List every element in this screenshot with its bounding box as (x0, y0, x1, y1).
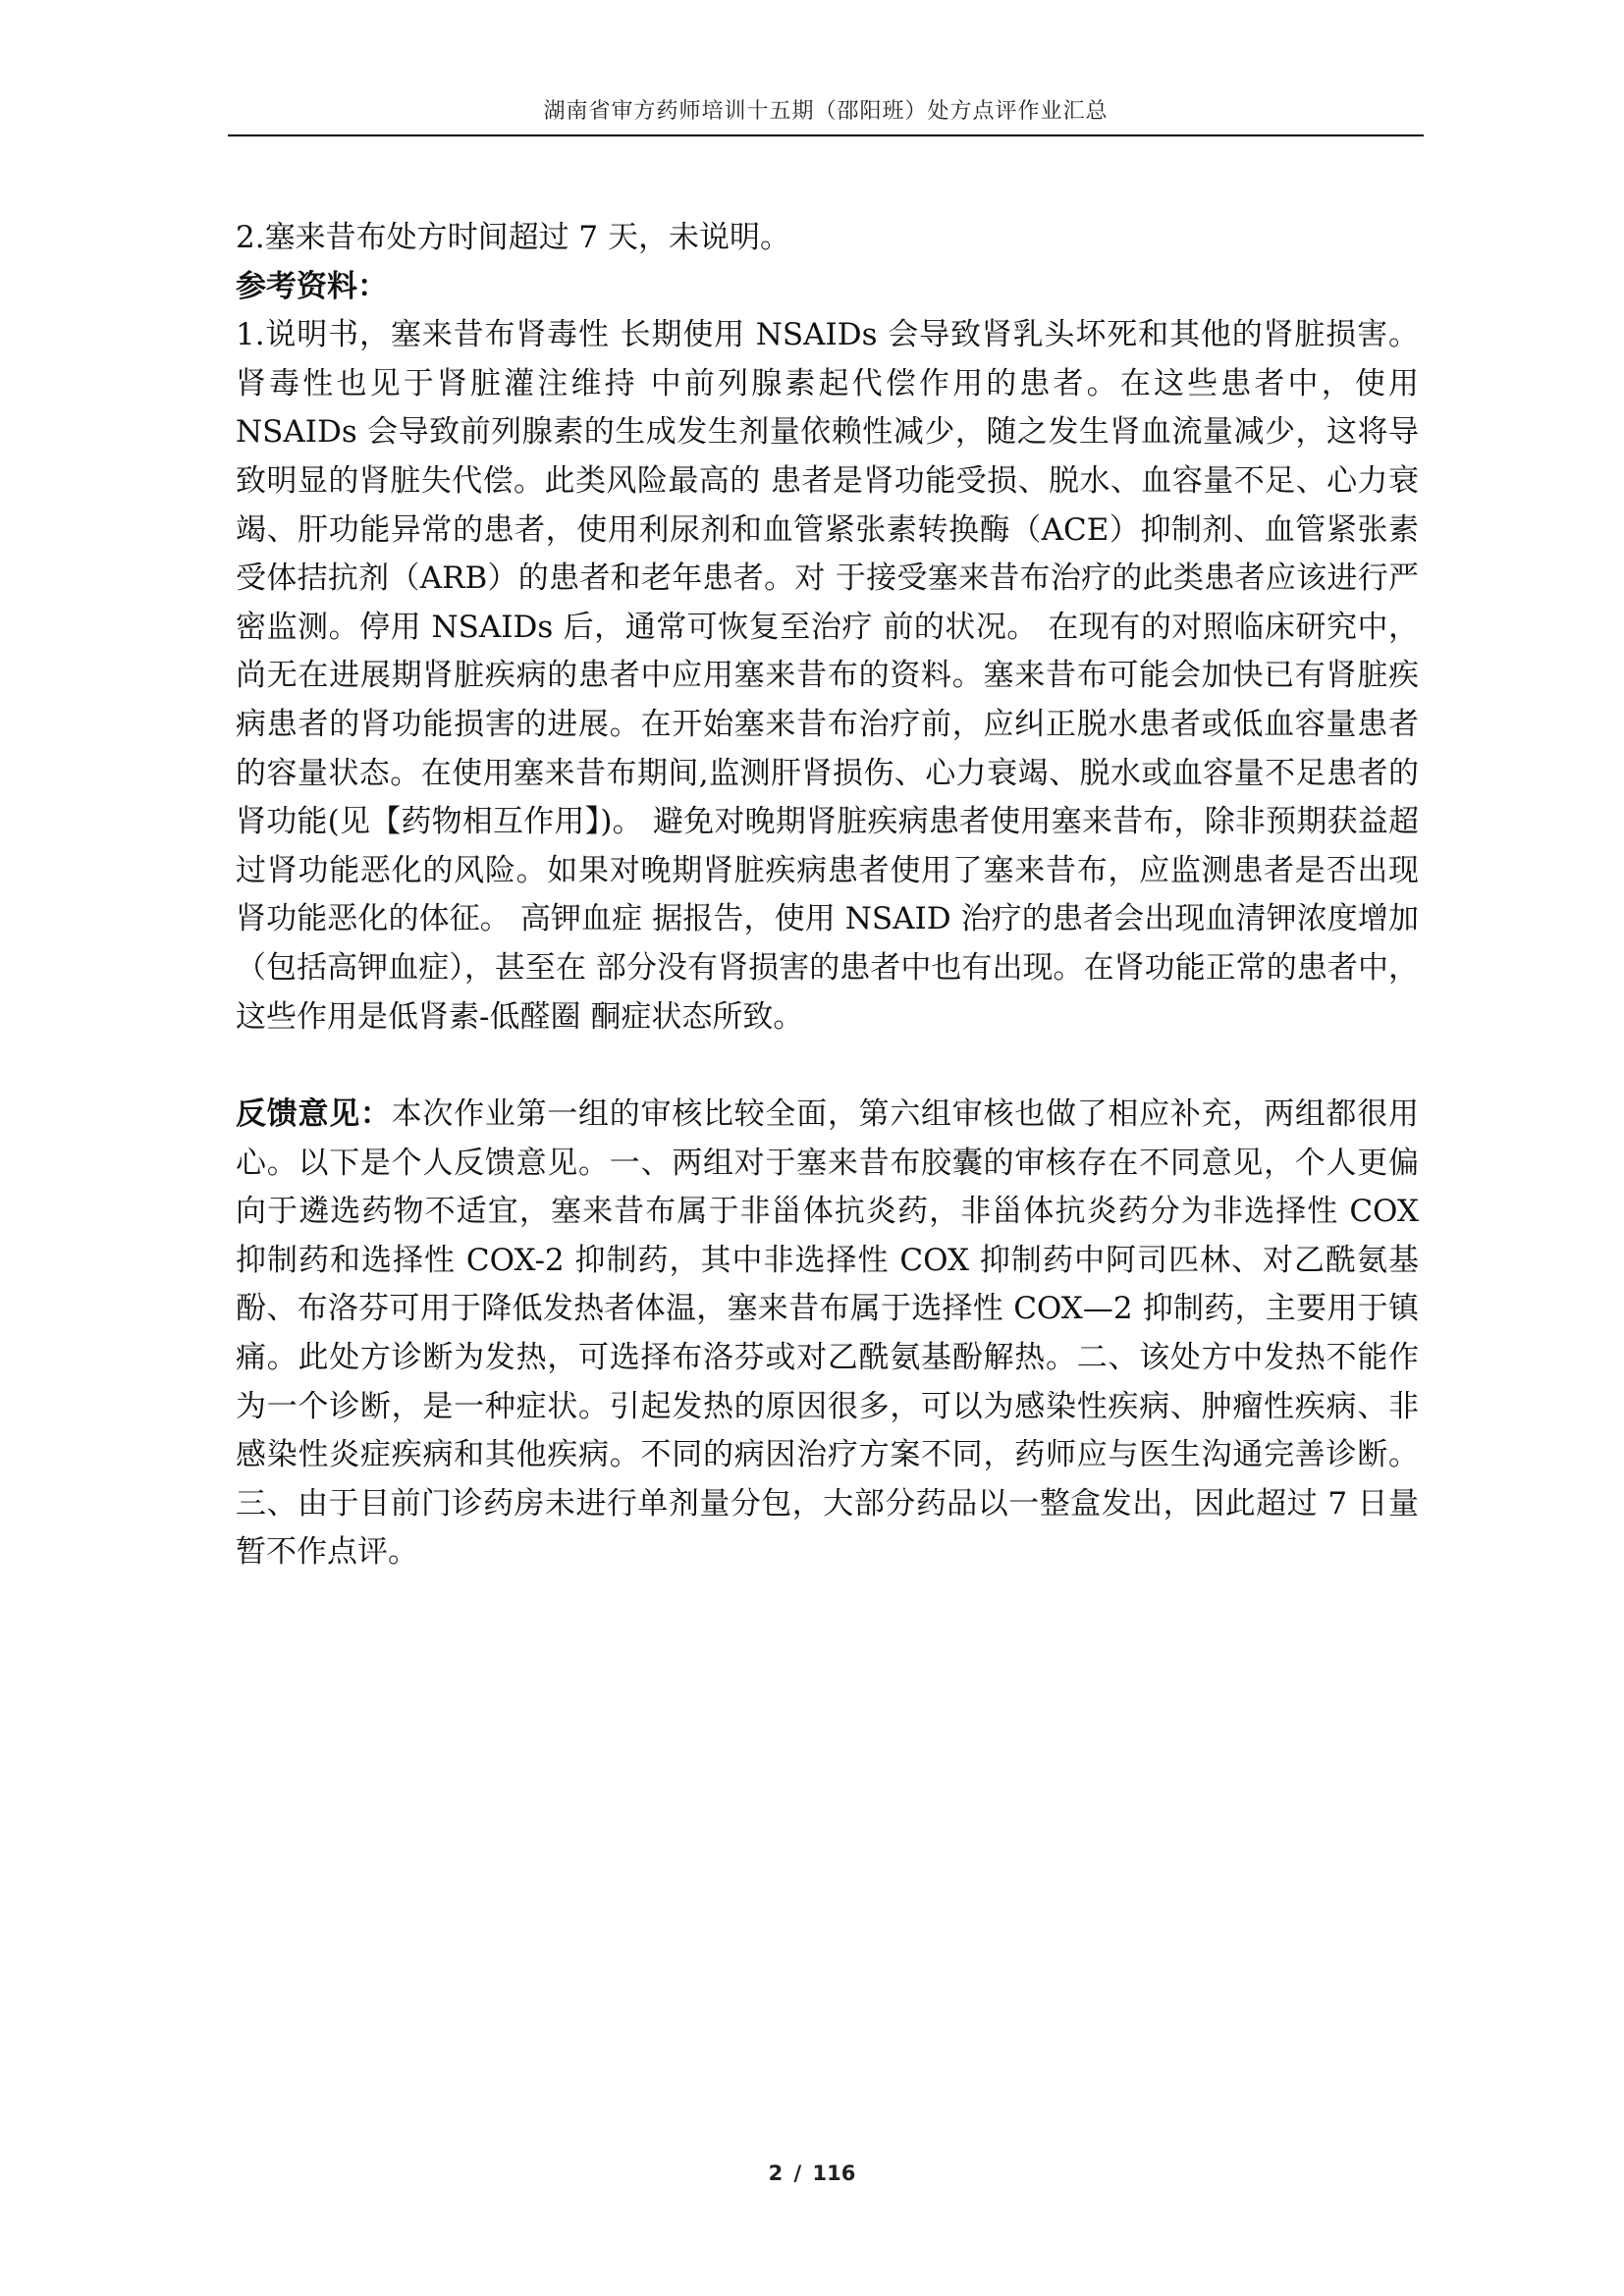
feedback-heading: 反馈意见： (236, 1096, 392, 1133)
references-heading: 参考资料： (236, 268, 388, 304)
header-divider (228, 134, 1424, 136)
page-separator: / (793, 2162, 802, 2185)
page-number (0, 2162, 1624, 2185)
review-point-2: 2.塞来昔布处方时间超过 7 天，未说明。 (236, 220, 791, 255)
page-total: 116 (812, 2162, 856, 2185)
paragraph-gap (236, 1041, 1419, 1091)
page-current: 2 (768, 2162, 784, 2185)
running-header: 湖南省审方药师培训十五期（邵阳班）处方点评作业汇总 (543, 99, 1109, 124)
feedback-paragraph (236, 1091, 1419, 1577)
document-body (236, 214, 1419, 1577)
references-text: 1.说明书，塞来昔布肾毒性 长期使用 NSAIDs 会导致肾乳头坏死和其他的肾脏损害。肾毒性也见于肾脏灌注维持 中前列腺素起代偿作用的患者。在这些患者中，使用 NSAIDs 会导致前列腺素的生成发生剂量依赖性减少，随之发生肾血流量减少，这将导致明显的肾脏失代偿。此类风险最高的 患者是肾功能受损、脱水、血容量不足、心力衰竭、肝功能异常的患者，使用利尿剂和血管紧张素转换酶（ACE）抑制剂、血管紧张素受体拮抗剂（ARB）的患者和老年患者。对 于接受塞来昔布治疗的此类患者应该进行严密监测。停用 NSAIDs 后，通常可恢复至治疗 前的状况。 在现有的对照临床研究中，尚无在进展期肾脏疾病的患者中应用塞来昔布的资料。塞来昔布可能会加快已有肾脏疾病患者的肾功能损害的进展。在开始塞来昔布治疗前，应纠正脱水患者或低血容量患者的容量状态。在使用塞来昔布期间,监测肝肾损伤、心力衰竭、脱水或血容量不足患者的肾功能(见【药物相互作用】)。 避免对晚期肾脏疾病患者使用塞来昔布，除非预期获益超过肾功能恶化的风险。如果对晚期肾脏疾病患者使用了塞来昔布，应监测患者是否出现肾功能恶化的体征。 高钾血症 据报告，使用 NSAID 治疗的患者会出现血清钾浓度增加（包括高钾血症），甚至在 部分没有肾损害的患者中也有出现。在肾功能正常的患者中，这些作用是低肾素-低醛圈 酮症状态所致。 (236, 317, 1419, 1035)
feedback-text: 本次作业第一组的审核比较全面，第六组审核也做了相应补充，两组都很用心。以下是个人反馈意见。一、两组对于塞来昔布胶囊的审核存在不同意见，个人更偏向于遴选药物不适宜，塞来昔布属于非甾体抗炎药，非甾体抗炎药分为非选择性 COX 抑制药和选择性 COX-2 抑制药，其中非选择性 COX 抑制药中阿司匹林、对乙酰氨基酚、布洛芬可用于降低发热者体温，塞来昔布属于选择性 COX—2 抑制药，主要用于镇痛。此处方诊断为发热，可选择布洛芬或对乙酰氨基酚解热。二、该处方中发热不能作为一个诊断，是一种症状。引起发热的原因很多，可以为感染性疾病、肿瘤性疾病、非感染性炎症疾病和其他疾病。不同的病因治疗方案不同，药师应与医生沟通完善诊断。三、由于目前门诊药房未进行单剂量分包，大部分药品以一整盒发出，因此超过 7 日量暂不作点评。 (236, 1096, 1420, 1571)
